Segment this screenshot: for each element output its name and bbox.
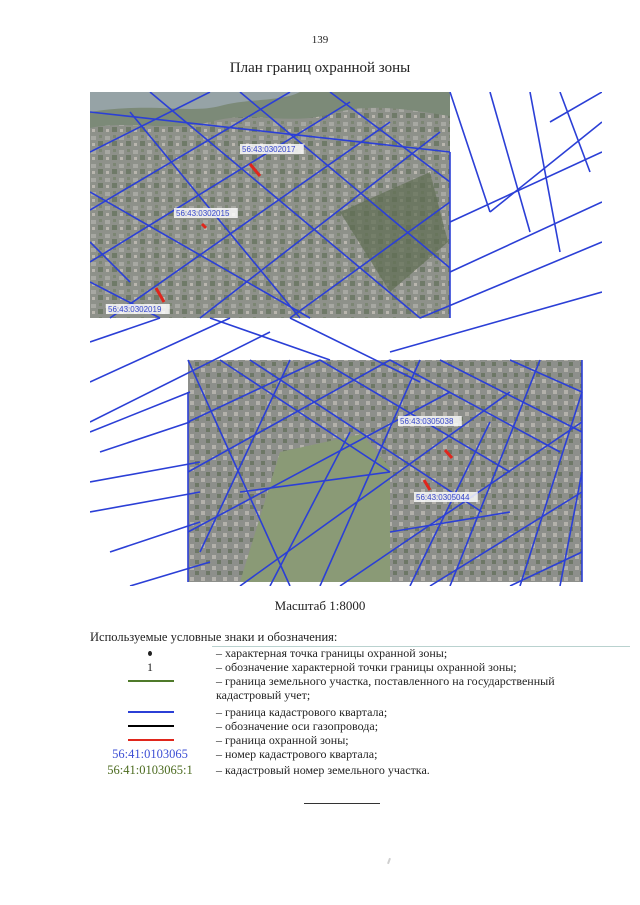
page-number: 139: [311, 34, 329, 46]
legend-description: – номер кадастрового квартала;: [216, 747, 378, 761]
legend-line-sample: [128, 711, 174, 713]
legend-line-sample: [128, 680, 174, 682]
map-scale: Масштаб 1:8000: [274, 598, 366, 613]
legend-header: Используемые условные знаки и обозначения:: [90, 630, 338, 644]
legend-symbol-text: 56:41:0103065: [112, 747, 188, 761]
legend-description: – граница охранной зоны;: [216, 733, 349, 747]
map-canvas: [90, 92, 602, 586]
legend-line-sample: [128, 725, 174, 727]
quarter-label: 56:43:0302017: [242, 145, 296, 154]
imagery-top: [90, 92, 450, 318]
page-title: План границ охранной зоны: [229, 60, 411, 76]
legend-description: – кадастровый номер земельного участка.: [216, 763, 430, 777]
imagery-bottom: [188, 360, 582, 582]
quarter-label: 56:43:0302019: [108, 305, 162, 314]
quarter-label: 56:43:0305038: [400, 417, 454, 426]
legend-description: – граница кадастрового квартала;: [216, 705, 388, 719]
legend-description: – обозначение характерной точки границы охранной зоны;: [216, 660, 517, 674]
footer-rule: [304, 803, 380, 804]
legend-symbol-dot: [90, 646, 210, 660]
scan-artifact-mark: [387, 858, 391, 864]
quarter-label: 56:43:0302015: [176, 209, 230, 218]
legend-description: – обозначение оси газопровода;: [216, 719, 379, 733]
legend-symbol-text: 56:41:0103065:1: [107, 763, 193, 777]
legend-symbol-text: 1: [147, 660, 153, 674]
legend-description: – характерная точка границы охранной зоны;: [216, 646, 448, 660]
cadastral-map: [90, 92, 602, 586]
legend-line-sample: [128, 739, 174, 741]
legend-description: – граница земельного участка, поставленного на государственный кадастровый учет;: [216, 674, 555, 702]
quarter-label: 56:43:0305044: [416, 493, 470, 502]
